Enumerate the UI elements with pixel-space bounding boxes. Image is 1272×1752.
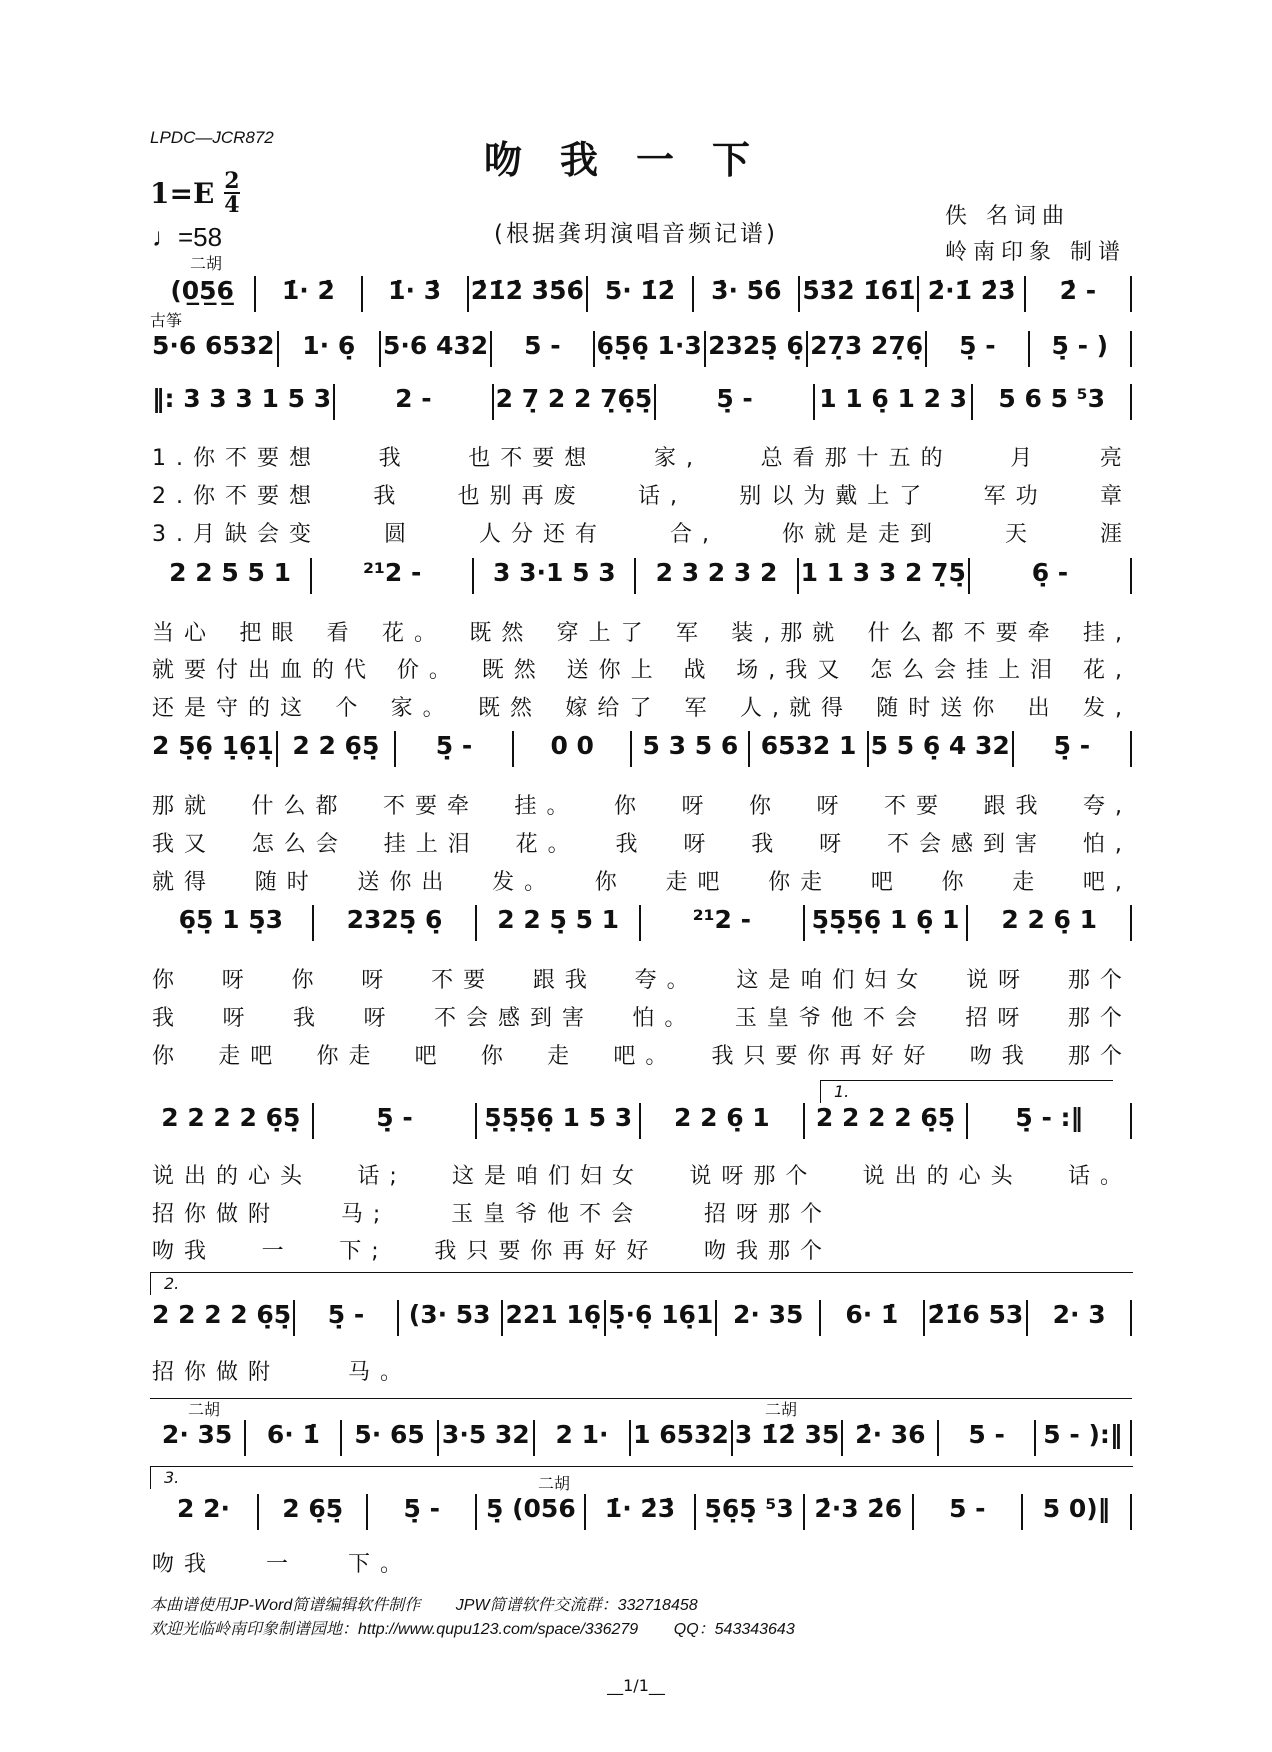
lyric-segment: 我 — [378, 446, 411, 471]
volta-number: 1. — [834, 1082, 850, 1101]
lyric-segment: 怕, — [1082, 832, 1132, 857]
lyric-segment: 家。 — [390, 696, 455, 721]
lyric-segment: 送你上 — [566, 658, 663, 683]
lyric-segment: 下。 — [347, 1552, 412, 1577]
measure: 2̇ - — [1026, 276, 1132, 312]
lyric-segment: 玉皇爷他不会 — [451, 1202, 644, 1227]
measure: 1̇· 2̇ — [256, 276, 362, 312]
lyric-segment: 走 — [547, 1044, 580, 1069]
footer-line-2: 欢迎光临岭南印象制谱园地：http://www.qupu123.com/space/336279 QQ：543343643 — [150, 1621, 795, 1638]
measure: 2 1· — [535, 1420, 631, 1456]
measure: ²¹2 - — [641, 905, 805, 941]
lyric-segment: 夸, — [1083, 794, 1132, 819]
lyric-segment: 这是咱们妇女 — [452, 1164, 645, 1189]
instrument-label: 二胡 — [188, 1400, 221, 1419]
lyric-segment: 什么都不要牵 — [867, 621, 1060, 646]
lyric-segment: 吻我 — [152, 1552, 217, 1577]
lyric-segment: 就要付出血的代 — [152, 658, 377, 683]
lyric-segment: 呀 — [222, 1006, 255, 1031]
measure: 5̣ - :‖ — [968, 1103, 1132, 1139]
lyric-segment: 天 — [1004, 522, 1037, 547]
notation-row — [150, 1494, 1132, 1530]
measure: 2 2 2 2 6̣5̣ — [150, 1103, 314, 1139]
lyric-segment: 既然 — [477, 696, 542, 721]
measure: 2 5̣6̣ 1̣6̣1̣ — [150, 731, 278, 767]
tempo-marking: ♩=58 — [152, 222, 223, 252]
time-bottom: 4 — [224, 192, 240, 218]
measure: 2 7̣ 2 2 7̣6̣5̣ — [494, 384, 657, 420]
lyric-segment: 不要 — [431, 968, 496, 993]
instrument-label: 古筝 — [150, 311, 183, 330]
lyric-segment: 看 — [326, 621, 359, 646]
credit-lyrics-music: 佚 名词曲 — [945, 204, 1070, 229]
lyric-segment: 不要 — [884, 794, 949, 819]
measure: 2 2 6̣5̣ — [278, 731, 396, 767]
measure: ‖: 3 3 3 1 5 3 — [150, 384, 335, 420]
lyric-segment: 挂。 — [514, 794, 579, 819]
measure: 5̣5̣5̣6̣ 1 5 3 — [477, 1103, 641, 1139]
lyric-segment: 既然 — [469, 621, 534, 646]
measure: 2 3 2 3 2 — [636, 558, 798, 594]
measure: 5̣·6̣ 16̣1 — [606, 1300, 717, 1336]
measure: 5̣6̣5̣ ⁵3 — [696, 1494, 805, 1530]
lyric-segment: 怎么会挂上泪 — [870, 658, 1063, 683]
measure: 2325̣ 6̣ — [314, 905, 478, 941]
measure: 5 3 5 6 — [632, 731, 750, 767]
lyric-segment: 花。 — [515, 832, 580, 857]
measure: 221 16̣ — [503, 1300, 607, 1336]
lyric-segment: 花。 — [381, 621, 446, 646]
measure: 5̣ - — [656, 384, 815, 420]
lyric-line — [152, 1360, 412, 1386]
lyric-segment: 不会感到害 — [887, 832, 1048, 857]
measure: 5̣5̣5̣6̣ 1 6̣ 1 — [805, 905, 969, 941]
lyric-segment: 随时 — [254, 870, 319, 895]
lyric-segment: 什么都 — [251, 794, 348, 819]
lyric-segment: 吧 — [414, 1044, 447, 1069]
lyric-segment: 我 — [373, 484, 406, 509]
lyric-segment: 走吧 — [218, 1044, 283, 1069]
measure: 1· 6̣ — [279, 331, 381, 367]
lyric-segment: 发。 — [492, 870, 557, 895]
lyric-line — [152, 484, 1132, 510]
lyric-segment: 个 — [335, 696, 368, 721]
lyric-segment: 随时送你 — [876, 696, 1005, 721]
measure: 6̣ - — [970, 558, 1132, 594]
lyric-line — [152, 1239, 832, 1265]
volta-bracket — [820, 1080, 1113, 1103]
lyric-segment: 你 — [594, 870, 627, 895]
lyric-segment: 呀 — [221, 968, 254, 993]
measure: 27̣3 27̣6̣ — [808, 331, 927, 367]
lyric-segment: 涯 — [1099, 522, 1132, 547]
measure: 0 0 — [514, 731, 632, 767]
lyric-segment: 挂, — [1082, 621, 1132, 646]
lyric-segment: 你 — [749, 794, 782, 819]
measure: 6532 1 — [750, 731, 868, 767]
lyric-segment: 我 — [292, 1006, 325, 1031]
lyric-segment: 还是守的这 — [152, 696, 313, 721]
lyric-segment: 走 — [1012, 870, 1045, 895]
measure: 2 2 6̣ 1 — [968, 905, 1132, 941]
lyric-segment: 说呀那个 — [689, 1164, 818, 1189]
measure: 6· 1̇ — [821, 1300, 925, 1336]
lyric-segment: 呀 — [363, 1006, 396, 1031]
lyric-segment: 我 — [615, 832, 648, 857]
measure: 2 2 2 2 6̣5̣ — [150, 1300, 295, 1336]
notation-row — [150, 1300, 1132, 1336]
score-code: LPDC—JCR872 — [150, 128, 274, 147]
lyric-segment: 花, — [1083, 658, 1132, 683]
lyric-segment: 你就是走到 — [781, 522, 942, 547]
lyric-line — [152, 1164, 1132, 1190]
lyric-line — [152, 658, 1132, 684]
measure: 2325̣ 6̣ — [706, 331, 808, 367]
lyric-segment: 呀 — [819, 832, 852, 857]
lyric-segment: 你 — [614, 794, 647, 819]
measure: 2· 35 — [150, 1420, 246, 1456]
lyric-segment: 一 — [261, 1239, 294, 1264]
measure: 2̇· 36 — [843, 1420, 939, 1456]
measure: 2· 3 — [1028, 1300, 1132, 1336]
lyric-segment: 也别再废 — [457, 484, 586, 509]
measure: 5 6 5 ⁵3 — [973, 384, 1132, 420]
lyric-segment: 玉皇爷他不会 — [734, 1006, 927, 1031]
measure: (3· 53 — [399, 1300, 503, 1336]
measure: 5 - ):‖ — [1036, 1420, 1132, 1456]
lyric-segment: 穿上了 — [556, 621, 653, 646]
measure: (0̲5̲6̲ — [150, 276, 256, 312]
lyric-segment: 嫁给了 — [565, 696, 662, 721]
measure: 1̇· 3̇ — [363, 276, 469, 312]
lyric-segment: 1.你不要想 — [152, 446, 321, 471]
measure: 5̇3̇2̇ 1̇6̇1̇ — [800, 276, 919, 312]
lyric-segment: 你走 — [316, 1044, 381, 1069]
measure: 5 - — [914, 1494, 1023, 1530]
footer-line-1: 本曲谱使用JP-Word简谱编辑软件制作 JPW简谱软件交流群：332718458 — [150, 1597, 698, 1614]
lyric-segment: 军 — [684, 696, 717, 721]
time-top: 2 — [224, 168, 240, 194]
measure: 1 6532 — [631, 1420, 733, 1456]
measure: 5 5 6̣ 4 32 — [869, 731, 1014, 767]
lyric-segment: 话; — [357, 1164, 407, 1189]
lyric-segment: 吻我 — [152, 1239, 217, 1264]
volta-bracket — [150, 1466, 1133, 1489]
notation-row — [150, 558, 1132, 594]
lyric-segment: 军功 — [983, 484, 1048, 509]
lyric-segment: 你 — [291, 968, 324, 993]
notation-row — [150, 331, 1132, 367]
lyric-segment: 吧, — [1082, 870, 1132, 895]
lyric-segment: 话。 — [1067, 1164, 1132, 1189]
lyric-segment: 吻我 — [969, 1044, 1034, 1069]
measure: 3 1̇2̇ 35 — [733, 1420, 843, 1456]
lyric-segment: 那个 — [1067, 1006, 1132, 1031]
lyric-segment: 也不要想 — [468, 446, 597, 471]
lyric-line — [152, 522, 1132, 548]
lyric-segment: 那个 — [1067, 968, 1132, 993]
lyric-segment: 夸。 — [634, 968, 699, 993]
measure: 5 0)‖ — [1023, 1494, 1132, 1530]
lyric-segment: 我只要你再好好 — [434, 1239, 659, 1264]
measure: 1 1 6̣ 1 2 3 — [815, 384, 974, 420]
measure: 2 2· — [150, 1494, 259, 1530]
measure: 5̣ - ) — [1030, 331, 1132, 367]
lyric-segment: 月 — [1010, 446, 1043, 471]
lyric-segment: 怕。 — [632, 1006, 697, 1031]
lyric-segment: 你 — [941, 870, 974, 895]
lyric-segment: 我 — [751, 832, 784, 857]
key-label: 1=E — [150, 176, 215, 210]
lyric-line — [152, 794, 1132, 820]
notation-row — [150, 276, 1132, 312]
notation-row — [150, 1103, 1132, 1139]
credit-score: 岭南印象 制谱 — [945, 240, 1126, 265]
measure: 6̣5̣6̣ 1·3 — [595, 331, 706, 367]
lyric-segment: 不要牵 — [383, 794, 480, 819]
lyric-segment: 出 — [1027, 696, 1060, 721]
song-title: 吻我一下 — [483, 137, 788, 182]
lyric-line — [152, 696, 1132, 722]
measure: 3·5 32 — [439, 1420, 535, 1456]
lyric-segment: 总看那十五的 — [760, 446, 953, 471]
lyric-segment: 呀 — [816, 794, 849, 819]
measure: 2̇·3 2̇6 — [805, 1494, 914, 1530]
measure: 6̣5̣ 1 5̣3 — [150, 905, 314, 941]
lyric-segment: 家, — [653, 446, 703, 471]
measure: 2̇·1̇ 2̇3̇ — [919, 276, 1025, 312]
lyric-segment: 3.月缺会变 — [152, 522, 321, 547]
lyric-segment: 当心 — [152, 621, 217, 646]
lyric-segment: 战 — [683, 658, 716, 683]
notation-row — [150, 905, 1132, 941]
time-signature — [224, 170, 239, 216]
measure: 1 1 3 3 2 7̣5̣ — [799, 558, 970, 594]
lyric-segment: 招呀 — [965, 1006, 1030, 1031]
lyric-segment: 章 — [1099, 484, 1132, 509]
measure: 5̣ (056 — [477, 1494, 586, 1530]
measure: 3 3·1 5 3 — [474, 558, 636, 594]
lyric-segment: 呀 — [361, 968, 394, 993]
measure: 5̣ - — [1014, 731, 1132, 767]
lyric-segment: 说呀 — [966, 968, 1031, 993]
lyric-segment: 价。 — [396, 658, 461, 683]
measure: 2 2 5 5 1 — [150, 558, 312, 594]
lyric-segment: 话, — [637, 484, 687, 509]
measure: ²¹2 - — [312, 558, 474, 594]
lyric-line — [152, 446, 1132, 472]
lyric-segment: 那个 — [1067, 1044, 1132, 1069]
measure: 6· 1̇ — [246, 1420, 342, 1456]
measure: 2· 35 — [717, 1300, 821, 1336]
lyric-line — [152, 1044, 1132, 1070]
measure: 5 - — [492, 331, 594, 367]
lyric-segment: 就得 — [152, 870, 217, 895]
measure: 3̇· 5̇6̇ — [694, 276, 800, 312]
lyric-segment: 别以为戴上了 — [739, 484, 932, 509]
measure: 2 - — [335, 384, 494, 420]
lyric-line — [152, 1202, 832, 1228]
measure: 5̣ - — [314, 1103, 478, 1139]
instrument-label: 二胡 — [190, 254, 223, 273]
lyric-segment: 那就 — [152, 794, 217, 819]
lyric-segment: 走吧 — [665, 870, 730, 895]
measure: 2 2 2 2 6̣5̣ — [805, 1103, 969, 1139]
lyric-segment: 下; — [339, 1239, 389, 1264]
measure: 1̇· 2̇3̇ — [586, 1494, 695, 1530]
measure: 5̣ - — [927, 331, 1029, 367]
lyric-segment: 马; — [340, 1202, 391, 1227]
lyric-segment: 马。 — [347, 1360, 412, 1385]
lyric-segment: 我 — [152, 1006, 185, 1031]
instrument-label: 二胡 — [538, 1474, 571, 1493]
measure: 2̇1̇2̇ 3̇5̇6̇ — [469, 276, 588, 312]
measure: 5·6 6532 — [150, 331, 279, 367]
lyric-segment: 招你做附 — [152, 1202, 281, 1227]
lyric-segment: 呀 — [683, 832, 716, 857]
lyric-segment: 招你做附 — [152, 1360, 281, 1385]
measure: 5 - — [939, 1420, 1035, 1456]
lyric-segment: 你走 — [768, 870, 833, 895]
measure: 2 2 6̣ 1 — [641, 1103, 805, 1139]
lyric-segment: 吻我那个 — [703, 1239, 832, 1264]
lyric-line — [152, 1552, 412, 1578]
instrument-label: 二胡 — [765, 1400, 798, 1419]
volta-number: 2. — [164, 1274, 180, 1293]
page-number: __1/1__ — [607, 1676, 665, 1695]
lyric-segment: 把眼 — [239, 621, 304, 646]
lyric-segment: 我只要你再好好 — [711, 1044, 936, 1069]
lyric-segment: 挂上泪 — [383, 832, 480, 857]
lyric-line — [152, 621, 1132, 647]
measure: 5· 1̇2̇ — [588, 276, 694, 312]
lyric-segment: 你 — [152, 968, 185, 993]
lyric-segment: 场,我又 — [736, 658, 850, 683]
lyric-segment: 你 — [480, 1044, 513, 1069]
lyric-segment: 送你出 — [357, 870, 454, 895]
lyric-segment: 人,就得 — [739, 696, 853, 721]
lyric-segment: 亮 — [1099, 446, 1132, 471]
lyric-segment: 既然 — [481, 658, 546, 683]
measure: 2 6̣5̣ — [259, 1494, 368, 1530]
measure: 2 2 5̣ 5 1 — [477, 905, 641, 941]
lyric-segment: 说出的心头 — [152, 1164, 313, 1189]
lyric-segment: 吧。 — [613, 1044, 678, 1069]
measure: 5̣ - — [368, 1494, 477, 1530]
volta-number: 3. — [164, 1468, 180, 1487]
measure: 5̣ - — [396, 731, 514, 767]
notation-row — [150, 1420, 1132, 1456]
lyric-segment: 我又 — [152, 832, 217, 857]
measure: 2̇1̇6 53 — [925, 1300, 1029, 1336]
key-signature — [150, 170, 240, 216]
lyric-line — [152, 1006, 1132, 1032]
lyric-segment: 一 — [265, 1552, 298, 1577]
measure: 5· 65 — [342, 1420, 438, 1456]
lyric-segment: 不会感到害 — [433, 1006, 594, 1031]
divider-line — [150, 1398, 1132, 1399]
lyric-segment: 装,那就 — [731, 621, 845, 646]
lyric-segment: 圆 — [383, 522, 416, 547]
lyric-segment: 呀 — [681, 794, 714, 819]
lyric-segment: 2.你不要想 — [152, 484, 321, 509]
lyric-line — [152, 968, 1132, 994]
lyric-segment: 这是咱们妇女 — [736, 968, 929, 993]
lyric-segment: 合, — [669, 522, 719, 547]
lyric-segment: 你 — [152, 1044, 185, 1069]
subtitle: (根据龚玥演唱音频记谱) — [494, 221, 778, 247]
notation-row — [150, 384, 1132, 420]
lyric-segment: 说出的心头 — [862, 1164, 1023, 1189]
measure: 5̣ - — [295, 1300, 399, 1336]
volta-bracket — [150, 1272, 1133, 1295]
lyric-line — [152, 870, 1132, 896]
lyric-segment: 招呀那个 — [703, 1202, 832, 1227]
lyric-segment: 发, — [1082, 696, 1132, 721]
lyric-segment: 跟我 — [983, 794, 1048, 819]
lyric-segment: 怎么会 — [251, 832, 348, 857]
lyric-segment: 人分还有 — [478, 522, 607, 547]
lyric-segment: 军 — [675, 621, 708, 646]
lyric-segment: 跟我 — [532, 968, 597, 993]
lyric-line — [152, 832, 1132, 858]
notation-row — [150, 731, 1132, 767]
lyric-segment: 吧 — [870, 870, 903, 895]
measure: 5·6 432 — [381, 331, 492, 367]
